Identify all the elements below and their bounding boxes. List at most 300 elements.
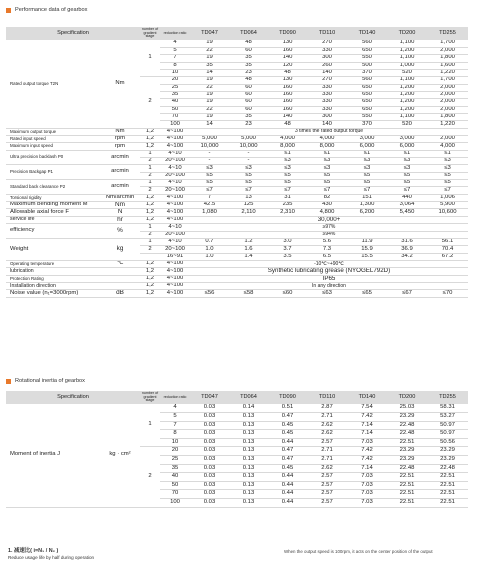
model-value-cell: 23.29 [387, 456, 427, 465]
stage-cell: 1,2 [140, 209, 160, 216]
ratio-cell: 25 [160, 456, 190, 465]
model-value-cell: 19 [190, 113, 229, 120]
model-value-cell: 330 [307, 84, 347, 91]
table-row [6, 202, 468, 209]
unit-cell: Nm/arcmin [100, 194, 140, 201]
stage-cell [140, 253, 160, 260]
section-marker-icon [6, 379, 11, 384]
footnote-left [8, 548, 94, 560]
model-value-cell: ≤1 [387, 150, 427, 157]
model-value-cell: ≤5 [427, 172, 468, 179]
model-value-cell: 70.4 [427, 246, 468, 253]
ratio-cell: 4~100 [160, 268, 190, 275]
stage-cell: 1,2 [140, 275, 160, 282]
model-value-cell: 2.62 [307, 421, 347, 430]
ratio-cell: 16~91 [160, 253, 190, 260]
model-value-cell: 0.03 [190, 490, 229, 499]
ratio-cell: 8 [160, 430, 190, 439]
spec-label: Moment of inertia J [6, 404, 100, 507]
ratio-cell: 40 [160, 473, 190, 482]
model-value-cell: 22 [190, 84, 229, 91]
model-value-cell: 22 [190, 106, 229, 113]
unit-cell: % [100, 224, 140, 239]
model-value-cell: ≤5 [347, 180, 387, 187]
ratio-cell: 100 [160, 499, 190, 508]
header-model: TD090 [268, 27, 307, 40]
header-gradient-stage: number of gradient stage [141, 391, 159, 403]
stage-cell: 1,2 [140, 128, 160, 135]
model-value-cell: 4,000 [427, 143, 468, 150]
spec-label: Operating temperature [6, 261, 100, 268]
spec-label: Rated output torque T2N [6, 40, 100, 128]
model-value-cell: 2,000 [427, 106, 468, 113]
model-value-cell: 650 [347, 99, 387, 106]
table-row [6, 165, 468, 172]
table-row [6, 194, 468, 201]
model-value-cell: 500 [347, 62, 387, 69]
spec-label: Maximum output torque [6, 128, 100, 135]
header-model: TD255 [427, 27, 468, 40]
ratio-cell: 10 [160, 69, 190, 76]
ratio-cell: 8 [160, 62, 190, 69]
ratio-cell: 20~100 [160, 172, 190, 179]
model-value-cell: 22.51 [387, 438, 427, 447]
ratio-cell: 4~100 [160, 128, 190, 135]
ratio-cell: 100 [160, 121, 190, 128]
model-value-cell: ≤3 [347, 158, 387, 165]
ratio-cell: 4~100 [160, 209, 190, 216]
model-value-cell: 1,200 [387, 47, 427, 54]
model-value-cell: 0.45 [268, 421, 307, 430]
model-value-cell: 235 [268, 202, 307, 209]
perf-header-row [6, 27, 468, 40]
model-value-cell: 300 [307, 55, 347, 62]
stage-cell: 1,2 [140, 268, 160, 275]
model-value-cell: ≤7 [229, 187, 268, 194]
merged-value-cell: ≥94% [190, 231, 468, 238]
model-value-cell: 22.51 [427, 473, 468, 482]
model-value-cell: 23.29 [387, 447, 427, 456]
model-value-cell: 2.57 [307, 438, 347, 447]
model-value-cell: ≤5 [387, 180, 427, 187]
stage-cell: 1,2 [140, 135, 160, 142]
model-value-cell: ≤5 [307, 172, 347, 179]
model-value-cell: 15.5 [347, 253, 387, 260]
ratio-cell: 7 [160, 55, 190, 62]
stage-cell: 2 [140, 231, 160, 238]
model-value-cell: 22.48 [387, 430, 427, 439]
header-model: TD110 [307, 27, 347, 40]
model-value-cell: 11.9 [347, 238, 387, 245]
unit-cell: Nm [100, 202, 140, 209]
model-value-cell: 3.7 [268, 246, 307, 253]
model-value-cell: 140 [268, 55, 307, 62]
model-value-cell: 2.71 [307, 413, 347, 422]
ratio-cell: 4~100 [160, 216, 190, 223]
model-value-cell: 0.51 [268, 404, 307, 413]
ratio-cell: 4~100 [160, 275, 190, 282]
model-value-cell: ≤1 [307, 150, 347, 157]
ratio-cell: 20 [160, 77, 190, 84]
model-value-cell: ≤70 [427, 290, 468, 297]
header-gradient-stage: number of gradient stage [141, 27, 159, 39]
model-value-cell: 7.03 [347, 438, 387, 447]
model-value-cell: ≤3 [387, 158, 427, 165]
model-value-cell: 1,220 [427, 69, 468, 76]
ratio-cell: 4~10 [160, 224, 190, 231]
model-value-cell: 0.13 [229, 499, 268, 508]
spec-label: Maximum input speed [6, 143, 100, 150]
model-value-cell: 0.47 [268, 456, 307, 465]
model-value-cell: 22.48 [427, 464, 468, 473]
stage-cell: 1 [140, 165, 160, 172]
model-value-cell: ≤5 [268, 172, 307, 179]
model-value-cell: ≤1 [427, 150, 468, 157]
model-value-cell: 7.3 [307, 246, 347, 253]
header-model: TD110 [307, 391, 347, 404]
model-value-cell: 520 [387, 69, 427, 76]
spec-label: Precision Backgap P1 [6, 165, 100, 180]
model-value-cell: 0.47 [268, 413, 307, 422]
model-value-cell: 0.13 [229, 490, 268, 499]
model-value-cell: 160 [268, 47, 307, 54]
model-value-cell: ≤5 [307, 180, 347, 187]
ratio-cell: 4~100 [160, 202, 190, 209]
model-value-cell: - [229, 158, 268, 165]
stage-cell: 2 [140, 158, 160, 165]
model-value-cell: 0.7 [190, 238, 229, 245]
unit-cell [100, 275, 140, 282]
model-value-cell: 56.1 [427, 238, 468, 245]
model-value-cell: 1,000 [387, 62, 427, 69]
model-value-cell: 0.03 [190, 481, 229, 490]
model-value-cell: 330 [307, 99, 347, 106]
table-row [6, 261, 468, 268]
model-value-cell: 1,100 [387, 77, 427, 84]
model-value-cell: 0.45 [268, 430, 307, 439]
model-value-cell: 36.9 [387, 246, 427, 253]
model-value-cell: ≤5 [190, 180, 229, 187]
model-value-cell: 23 [229, 69, 268, 76]
header-model: TD200 [387, 27, 427, 40]
model-value-cell: 3.5 [268, 253, 307, 260]
model-value-cell: 7.14 [347, 421, 387, 430]
stage-cell: 1,2 [140, 261, 160, 268]
merged-value-cell: In any direction [190, 283, 468, 290]
model-value-cell: 22.51 [427, 490, 468, 499]
spec-label: Ultra precision backlash P0 [6, 150, 100, 165]
table-row [6, 209, 468, 216]
model-value-cell: 650 [347, 84, 387, 91]
model-value-cell: ≤5 [387, 172, 427, 179]
model-value-cell: 270 [307, 77, 347, 84]
ratio-cell: 4~10 [160, 165, 190, 172]
model-value-cell: 5,900 [427, 202, 468, 209]
stage-cell: 1,2 [140, 216, 160, 223]
ratio-cell: 7 [160, 421, 190, 430]
model-value-cell: 60 [229, 99, 268, 106]
table-row [6, 224, 468, 231]
ratio-cell: 4 [160, 404, 190, 413]
unit-cell [100, 283, 140, 290]
table-row [6, 128, 468, 135]
model-value-cell: 160 [268, 99, 307, 106]
model-value-cell: 0.13 [229, 464, 268, 473]
model-value-cell: 48 [268, 121, 307, 128]
spec-label: Noise value (n₁=3000rpm) [6, 290, 100, 297]
model-value-cell: ≤7 [307, 187, 347, 194]
spec-label: Rated input speed [6, 135, 100, 142]
model-value-cell: 0.13 [229, 430, 268, 439]
model-value-cell: ≤67 [387, 290, 427, 297]
stage-cell: 1,2 [140, 143, 160, 150]
model-value-cell: 1,700 [427, 40, 468, 47]
stage-cell: 1 [140, 150, 160, 157]
section-marker-icon [6, 8, 11, 13]
ratio-cell: 20~100 [160, 158, 190, 165]
model-value-cell: 130 [268, 40, 307, 47]
model-value-cell: 2.62 [307, 464, 347, 473]
inertia-header-row [6, 391, 468, 404]
model-value-cell: 330 [307, 91, 347, 98]
model-value-cell: 1.0 [190, 246, 229, 253]
spec-label: Torsional rigidity [6, 194, 100, 201]
model-value-cell: 7.14 [347, 464, 387, 473]
header-model: TD047 [190, 27, 229, 40]
header-reduction-ratio: reduction ratio [160, 27, 190, 40]
model-value-cell: 22.51 [427, 499, 468, 508]
model-value-cell: 1,080 [190, 209, 229, 216]
model-value-cell: 4,000 [268, 135, 307, 142]
ratio-cell: 50 [160, 106, 190, 113]
model-value-cell: 23.29 [387, 413, 427, 422]
model-value-cell: 1,006 [427, 194, 468, 201]
model-value-cell: 8,000 [307, 143, 347, 150]
header-model: TD064 [229, 27, 268, 40]
model-value-cell: 2.87 [307, 404, 347, 413]
model-value-cell: 440 [387, 194, 427, 201]
model-value-cell: ≤60 [268, 290, 307, 297]
model-value-cell: 0.47 [268, 447, 307, 456]
spec-label: Maximum bending moment M [6, 202, 100, 209]
model-value-cell: ≤7 [268, 187, 307, 194]
model-value-cell: 22 [190, 47, 229, 54]
model-value-cell: 7.42 [347, 447, 387, 456]
model-value-cell: ≤5 [268, 180, 307, 187]
model-value-cell: 0.13 [229, 447, 268, 456]
stage-cell: 2 [140, 172, 160, 179]
stage-cell: 2 [140, 187, 160, 194]
model-value-cell: 3,000 [347, 135, 387, 142]
model-value-cell: ≤3 [427, 158, 468, 165]
model-value-cell: 2,000 [427, 91, 468, 98]
model-value-cell: ≤5 [229, 180, 268, 187]
model-value-cell: 6,000 [387, 143, 427, 150]
model-value-cell: 0.13 [229, 481, 268, 490]
model-value-cell: 7.42 [347, 413, 387, 422]
model-value-cell: 14 [190, 69, 229, 76]
model-value-cell: 23.29 [427, 456, 468, 465]
merged-value-cell: ≥97% [190, 224, 468, 231]
model-value-cell: 58.31 [427, 404, 468, 413]
ratio-cell: 20 [160, 447, 190, 456]
model-value-cell: ≤7 [190, 187, 229, 194]
model-value-cell: 7.42 [347, 456, 387, 465]
model-value-cell: - [190, 158, 229, 165]
ratio-cell: 4~100 [160, 135, 190, 142]
model-value-cell: 7.14 [347, 430, 387, 439]
model-value-cell: 2,310 [268, 209, 307, 216]
model-value-cell: 1.0 [190, 253, 229, 260]
model-value-cell: ≤5 [427, 180, 468, 187]
model-value-cell: 53.27 [427, 413, 468, 422]
unit-cell: arcmin [100, 150, 140, 165]
unit-cell: Nm [100, 128, 140, 135]
model-value-cell: 60 [229, 84, 268, 91]
model-value-cell: 22.51 [427, 481, 468, 490]
stage-cell: 1 [140, 40, 160, 77]
model-value-cell: 0.03 [190, 499, 229, 508]
model-value-cell: 0.13 [229, 473, 268, 482]
stage-cell: 1 [140, 404, 160, 447]
model-value-cell: 22.48 [387, 464, 427, 473]
model-value-cell: 560 [347, 40, 387, 47]
model-value-cell: 1.4 [229, 253, 268, 260]
ratio-cell: 40 [160, 99, 190, 106]
model-value-cell: 1,600 [427, 62, 468, 69]
model-value-cell: 31 [268, 194, 307, 201]
model-value-cell: ≤7 [387, 187, 427, 194]
spec-label: Protection Rating [6, 275, 100, 282]
model-value-cell: 50.56 [427, 438, 468, 447]
ratio-cell: 20~100 [160, 246, 190, 253]
table-row [6, 180, 468, 187]
model-value-cell: 130 [268, 77, 307, 84]
model-value-cell: 2.62 [307, 430, 347, 439]
model-value-cell: 120 [268, 62, 307, 69]
model-value-cell: 10,000 [229, 143, 268, 150]
model-value-cell: 0.13 [229, 438, 268, 447]
model-value-cell: 160 [268, 91, 307, 98]
model-value-cell: 0.44 [268, 438, 307, 447]
ratio-cell: 70 [160, 490, 190, 499]
model-value-cell: 2.57 [307, 499, 347, 508]
unit-cell: arcmin [100, 165, 140, 180]
model-value-cell: ≤3 [307, 165, 347, 172]
model-value-cell: 6.5 [307, 253, 347, 260]
model-value-cell: ≤7 [347, 187, 387, 194]
model-value-cell: 430 [307, 202, 347, 209]
ratio-cell: 4 [160, 40, 190, 47]
ratio-cell: 20~100 [160, 187, 190, 194]
model-value-cell: 1,100 [387, 113, 427, 120]
model-value-cell: 0.44 [268, 473, 307, 482]
footnote-right: When the output speed is 100rpm, it acts on the center position of the output [284, 549, 433, 554]
model-value-cell: 82 [307, 194, 347, 201]
spec-label: efficiency [6, 224, 100, 239]
model-value-cell: 550 [347, 113, 387, 120]
unit-cell: arcmin [100, 180, 140, 195]
model-value-cell: 125 [229, 202, 268, 209]
model-value-cell: ≤1 [347, 150, 387, 157]
model-value-cell: 2.57 [307, 473, 347, 482]
model-value-cell: 3,064 [387, 202, 427, 209]
model-value-cell: 7 [190, 194, 229, 201]
perf-title-text: Performance data of gearbox [15, 7, 88, 13]
ratio-cell: 4~100 [160, 261, 190, 268]
table-row [6, 404, 468, 413]
model-value-cell: 60 [229, 106, 268, 113]
inertia-section-title [6, 378, 85, 384]
model-value-cell: 22.51 [387, 499, 427, 508]
ratio-cell: 5 [160, 413, 190, 422]
ratio-cell: 4~10 [160, 238, 190, 245]
model-value-cell: 1,100 [387, 55, 427, 62]
unit-cell: kg [100, 238, 140, 260]
model-value-cell: 35 [229, 113, 268, 120]
model-value-cell: 1,200 [387, 84, 427, 91]
unit-cell: dB [100, 290, 140, 297]
model-value-cell: ≤3 [229, 165, 268, 172]
footnote-usage-life: Reduce usage life by half during operation [8, 554, 95, 560]
stage-cell: 2 [140, 447, 160, 507]
model-value-cell: 35 [229, 62, 268, 69]
model-value-cell: 0.14 [229, 404, 268, 413]
model-value-cell: 19 [190, 55, 229, 62]
model-value-cell: 520 [387, 121, 427, 128]
model-value-cell: 0.13 [229, 413, 268, 422]
model-value-cell: 60 [229, 91, 268, 98]
ratio-cell: 10 [160, 438, 190, 447]
model-value-cell: ≤3 [190, 165, 229, 172]
model-value-cell: - [229, 150, 268, 157]
model-value-cell: 22.51 [387, 481, 427, 490]
unit-cell [100, 268, 140, 275]
model-value-cell: 140 [307, 121, 347, 128]
model-value-cell: 330 [307, 106, 347, 113]
model-value-cell: ≤3 [347, 165, 387, 172]
header-model: TD140 [347, 391, 387, 404]
model-value-cell: 3,000 [387, 135, 427, 142]
header-specification: Specification [6, 391, 140, 404]
model-value-cell: 1,800 [427, 55, 468, 62]
ratio-cell: 35 [160, 91, 190, 98]
footnote-ratio-formula: 1. 减速比( i=N₁ / N₂ ) [8, 548, 59, 554]
ratio-cell: 25 [160, 84, 190, 91]
model-value-cell: 10,600 [427, 209, 468, 216]
table-row [6, 150, 468, 157]
spec-label: service life [6, 216, 100, 223]
model-value-cell: 50.97 [427, 421, 468, 430]
model-value-cell: 2,000 [427, 47, 468, 54]
model-value-cell: 2.57 [307, 481, 347, 490]
ratio-cell: 50 [160, 481, 190, 490]
header-model: TD200 [387, 391, 427, 404]
header-model: TD140 [347, 27, 387, 40]
spec-label: lubrication [6, 268, 100, 275]
model-value-cell: 25.03 [387, 404, 427, 413]
stage-cell: 2 [140, 246, 160, 253]
merged-value-cell: Synthetic lubricating grease (NYOGEL792D) [190, 268, 468, 275]
merged-value-cell: -10℃~+90℃ [190, 261, 468, 268]
model-value-cell: 1,200 [387, 91, 427, 98]
model-value-cell: 23.29 [427, 447, 468, 456]
header-model: TD255 [427, 391, 468, 404]
model-value-cell: 42.5 [190, 202, 229, 209]
model-value-cell: 19 [190, 77, 229, 84]
model-value-cell: ≤63 [307, 290, 347, 297]
inertia-title-text: Rotational inertia of gearbox [15, 378, 85, 384]
